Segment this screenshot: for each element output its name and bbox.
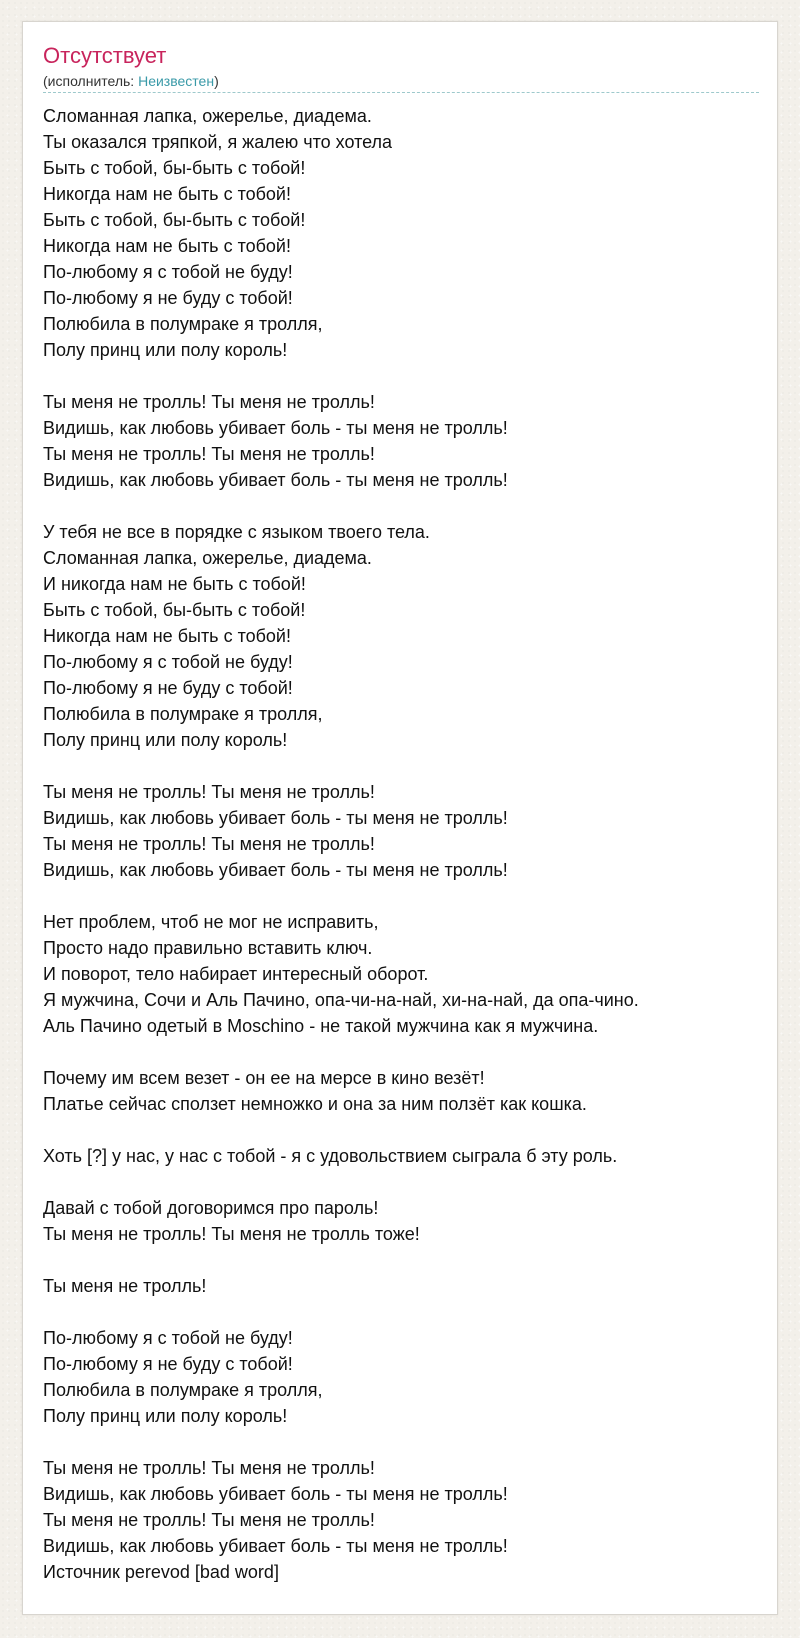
lyric-line: Почему им всем везет - он ее на мерсе в кино везёт! (43, 1068, 485, 1088)
lyric-line: Ты меня не тролль! Ты меня не тролль! (43, 444, 375, 464)
lyrics-card (22, 21, 778, 1615)
lyric-line: Никогда нам не быть с тобой! (43, 626, 291, 646)
lyric-line: Ты оказался тряпкой, я жалею что хотела (43, 132, 393, 152)
lyric-line: Видишь, как любовь убивает боль - ты меня не тролль! (43, 470, 508, 490)
stanza-break (43, 1429, 757, 1455)
lyric-line: Я мужчина, Сочи и Аль Пачино, опа-чи-на-най, хи-на-най, да опа-чино. (43, 990, 639, 1010)
lyric-line: Полу принц или полу король! (43, 730, 288, 750)
lyric-line: Видишь, как любовь убивает боль - ты меня не тролль! (43, 1536, 508, 1556)
lyric-line: Просто надо правильно вставить ключ. (43, 938, 373, 958)
lyric-line: Видишь, как любовь убивает боль - ты меня не тролль! (43, 418, 508, 438)
lyric-line: Ты меня не тролль! (43, 1276, 207, 1296)
lyric-line: Полу принц или полу король! (43, 1406, 288, 1426)
lyric-line: Ты меня не тролль! Ты меня не тролль! (43, 1458, 375, 1478)
stanza-break (43, 1117, 757, 1143)
lyric-line: Ты меня не тролль! Ты меня не тролль! (43, 834, 375, 854)
lyric-line: Быть с тобой, бы-быть с тобой! (43, 210, 306, 230)
lyric-line: Полюбила в полумраке я тролля, (43, 704, 323, 724)
lyric-line: Ты меня не тролль! Ты меня не тролль тоже! (43, 1224, 420, 1244)
lyric-line: Нет проблем, чтоб не мог не исправить, (43, 912, 379, 932)
artist-prefix: (исполнитель: (43, 73, 139, 89)
lyric-line: По-любому я не буду с тобой! (43, 1354, 293, 1374)
song-title: Отсутствует (43, 43, 167, 68)
lyric-line: Никогда нам не быть с тобой! (43, 236, 291, 256)
lyric-line: Полюбила в полумраке я тролля, (43, 1380, 323, 1400)
lyric-line: Аль Пачино одетый в Moschino - не такой мужчина как я мужчина. (43, 1016, 599, 1036)
stanza-break (43, 883, 757, 909)
lyric-line: По-любому я с тобой не буду! (43, 262, 293, 282)
stanza-break (43, 1299, 757, 1325)
lyric-line: Источник perevod [bad word] (43, 1562, 279, 1582)
lyric-line: У тебя не все в порядке с языком твоего тела. (43, 522, 430, 542)
stanza-break (43, 1169, 757, 1195)
lyric-line: Сломанная лапка, ожерелье, диадема. (43, 548, 372, 568)
stanza-break (43, 1039, 757, 1065)
lyric-line: Быть с тобой, бы-быть с тобой! (43, 600, 306, 620)
lyric-line: Ты меня не тролль! Ты меня не тролль! (43, 392, 375, 412)
lyric-line: Видишь, как любовь убивает боль - ты меня не тролль! (43, 1484, 508, 1504)
lyric-line: Видишь, как любовь убивает боль - ты меня не тролль! (43, 860, 508, 880)
lyric-line: Хоть [?] у нас, у нас с тобой - я с удовольствием сыграла б эту роль. (43, 1146, 618, 1166)
lyric-line: Видишь, как любовь убивает боль - ты меня не тролль! (43, 808, 508, 828)
lyric-line: Полу принц или полу король! (43, 340, 288, 360)
lyric-line: По-любому я не буду с тобой! (43, 288, 293, 308)
lyric-line: Никогда нам не быть с тобой! (43, 184, 291, 204)
lyric-line: По-любому я с тобой не буду! (43, 652, 293, 672)
lyric-line: По-любому я с тобой не буду! (43, 1328, 293, 1348)
lyric-line: Ты меня не тролль! Ты меня не тролль! (43, 1510, 375, 1530)
artist-line (43, 72, 759, 93)
lyric-line: Давай с тобой договоримся про пароль! (43, 1198, 379, 1218)
lyric-line: Быть с тобой, бы-быть с тобой! (43, 158, 306, 178)
lyric-line: Сломанная лапка, ожерелье, диадема. (43, 106, 372, 126)
stanza-break (43, 753, 757, 779)
lyric-line: Полюбила в полумраке я тролля, (43, 314, 323, 334)
lyrics-text (43, 103, 757, 1585)
artist-suffix: ) (214, 73, 219, 89)
lyric-line: Платье сейчас сползет немножко и она за ним ползёт как кошка. (43, 1094, 587, 1114)
lyric-line: И поворот, тело набирает интересный оборот. (43, 964, 429, 984)
stanza-break (43, 363, 757, 389)
lyric-line: По-любому я не буду с тобой! (43, 678, 293, 698)
stanza-break (43, 493, 757, 519)
lyric-line: Ты меня не тролль! Ты меня не тролль! (43, 782, 375, 802)
lyric-line: И никогда нам не быть с тобой! (43, 574, 306, 594)
stanza-break (43, 1247, 757, 1273)
artist-link[interactable]: Неизвестен (138, 73, 215, 89)
